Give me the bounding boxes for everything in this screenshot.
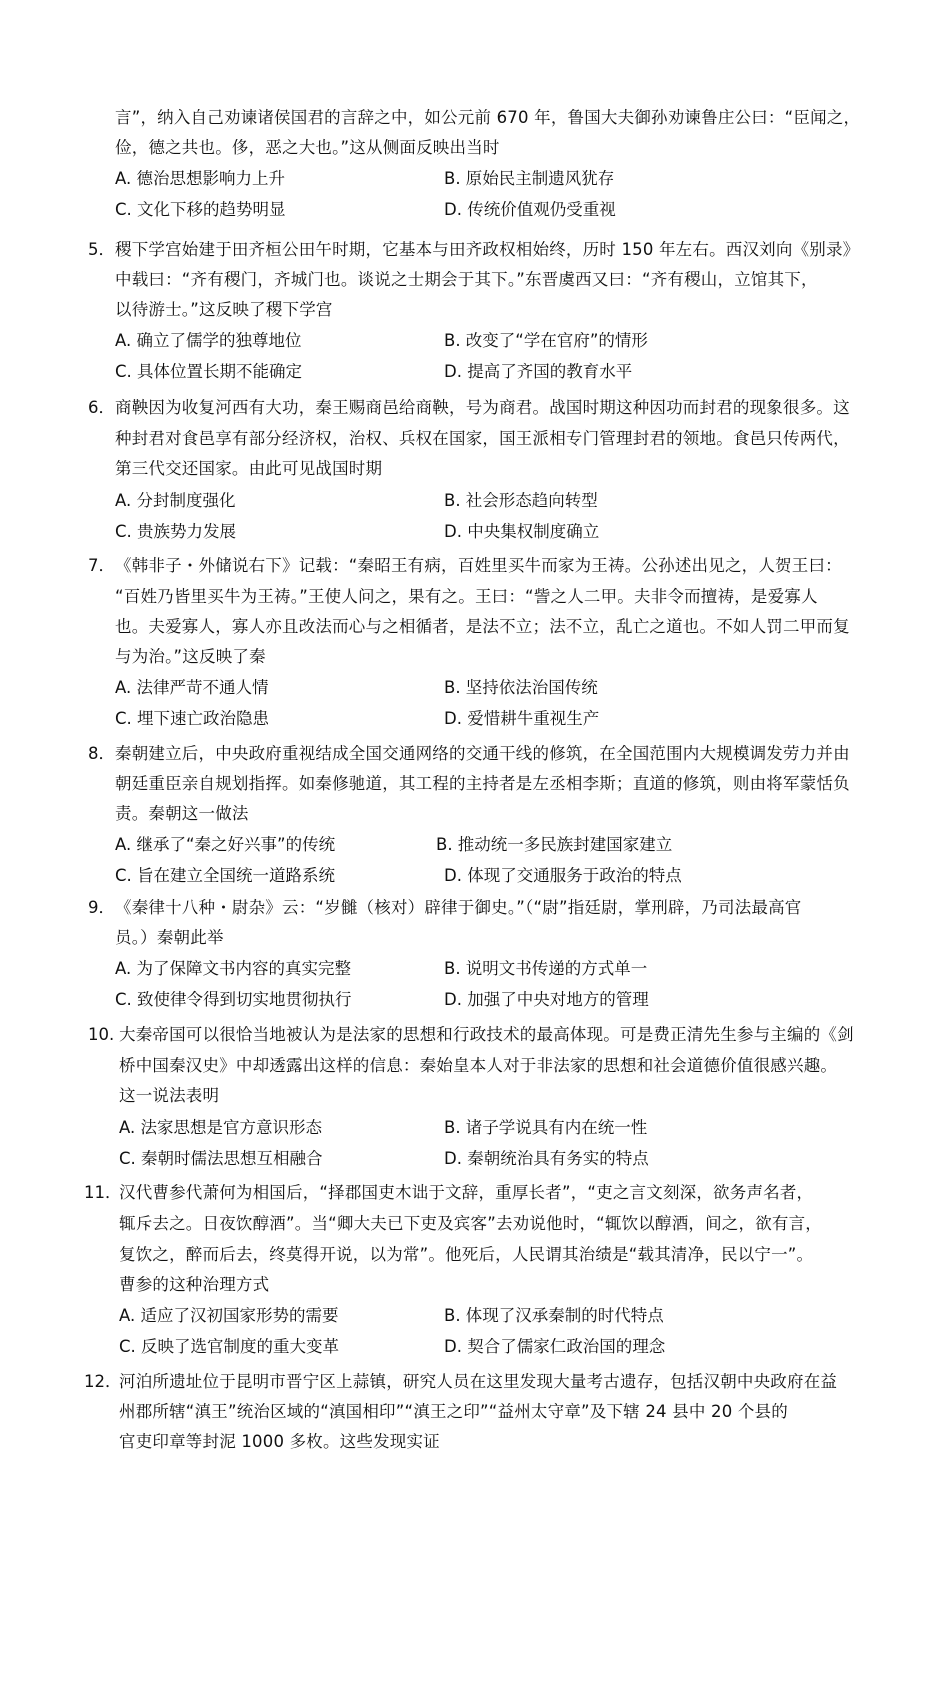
- option-a: A. 继承了“秦之好兴事”的传统: [115, 835, 336, 854]
- question-line: 这一说法表明: [119, 1086, 220, 1105]
- question-number: 5．: [88, 240, 115, 259]
- question-line: 州郡所辖“滇王”统治区域的“滇国相印”“滇王之印”“益州太守章”及下辖 24 县中 20 个县的: [119, 1402, 788, 1421]
- option-c: C. 埋下速亡政治隐患: [115, 709, 270, 728]
- question-line: 种封君对食邑享有部分经济权，治权、兵权在国家，国王派相专门管理封君的领地。食邑只传两代，: [115, 429, 850, 448]
- question-line: 以待游士。”这反映了稷下学宫: [115, 300, 333, 319]
- question-line: 《秦律十八种・尉杂》云：“岁雠（核对）辟律于御史。”（“尉”指廷尉，掌刑辟，乃司法最高官: [115, 898, 802, 917]
- question-line: 复饮之，醉而后去，终莫得开说，以为常”。他死后，人民谓其治绩是“载其清净，民以宁一”。: [119, 1245, 814, 1264]
- intro-line-1: 言”，纳入自己劝谏诸侯国君的言辞之中，如公元前 670 年，鲁国大夫御孙劝谏鲁庄公曰：“臣闻之，: [115, 108, 861, 127]
- option-c: C. 具体位置长期不能确定: [115, 362, 303, 381]
- question-number: 11．: [84, 1183, 122, 1202]
- question-line: 汉代曹参代萧何为相国后，“择郡国吏木诎于文辞，重厚长者”，“吏之言文刻深，欲务声名者，: [119, 1183, 814, 1202]
- option-b: B. 改变了“学在官府”的情形: [444, 331, 648, 350]
- option-b: B. 坚持依法治国传统: [444, 678, 598, 697]
- question-line: 辄斥去之。日夜饮醇酒”。当“卿大夫已下吏及宾客”去劝说他时，“辄饮以醇酒，间之，欲有言，: [119, 1214, 822, 1233]
- intro-option-d: D. 传统价值观仍受重视: [444, 200, 616, 219]
- option-d: D. 爱惜耕牛重视生产: [444, 709, 600, 728]
- question-number: 12．: [84, 1372, 122, 1391]
- question-line: 第三代交还国家。由此可见战国时期: [115, 459, 383, 478]
- intro-option-a: A. 德治思想影响力上升: [115, 169, 285, 188]
- option-c: C. 致使律令得到切实地贯彻执行: [115, 990, 352, 1009]
- question-number: 7．: [88, 556, 115, 575]
- option-c: C. 旨在建立全国统一道路系统: [115, 866, 336, 885]
- question-line: “百姓乃皆里买牛为王祷。”王使人问之，果有之。王曰：“訾之人二甲。夫非令而擅祷，是爱寡人: [115, 587, 818, 606]
- option-d: D. 加强了中央对地方的管理: [444, 990, 649, 1009]
- option-a: A. 法律严苛不通人情: [115, 678, 269, 697]
- question-line: 责。秦朝这一做法: [115, 804, 249, 823]
- option-a: A. 分封制度强化: [115, 491, 236, 510]
- intro-option-c: C. 文化下移的趋势明显: [115, 200, 286, 219]
- option-b: B. 体现了汉承秦制的时代特点: [444, 1306, 664, 1325]
- intro-line-2: 俭，德之共也。侈，恶之大也。”这从侧面反映出当时: [115, 138, 500, 157]
- question-line: 与为治。”这反映了秦: [115, 647, 266, 666]
- question-line: 员。）秦朝此举: [115, 928, 224, 947]
- option-a: A. 适应了汉初国家形势的需要: [119, 1306, 339, 1325]
- option-a: A. 确立了儒学的独尊地位: [115, 331, 302, 350]
- intro-option-b: B. 原始民主制遗风犹存: [444, 169, 615, 188]
- option-b: B. 说明文书传递的方式单一: [444, 959, 648, 978]
- question-line: 大秦帝国可以很恰当地被认为是法家的思想和行政技术的最高体现。可是费正清先生参与主编的《剑: [119, 1025, 854, 1044]
- option-d: D. 提高了齐国的教育水平: [444, 362, 633, 381]
- question-line: 稷下学宫始建于田齐桓公田午时期，它基本与田齐政权相始终，历时 150 年左右。西汉刘向《别录》: [115, 240, 860, 259]
- question-line: 桥中国秦汉史》中却透露出这样的信息：秦始皇本人对于非法家的思想和社会道德价值很感兴趣。: [119, 1056, 838, 1075]
- question-line: 《韩非子・外储说右下》记载：“秦昭王有病，百姓里买牛而家为王祷。公孙述出见之，人贺王曰：: [115, 556, 842, 575]
- option-b: B. 社会形态趋向转型: [444, 491, 598, 510]
- question-number: 10.: [88, 1025, 115, 1044]
- option-b: B. 诸子学说具有内在统一性: [444, 1118, 648, 1137]
- question-line: 河泊所遗址位于昆明市晋宁区上蒜镇，研究人员在这里发现大量考古遗存，包括汉朝中央政府在益: [119, 1372, 838, 1391]
- option-d: D. 契合了儒家仁政治国的理念: [444, 1337, 666, 1356]
- option-d: D. 秦朝统治具有务实的特点: [444, 1149, 649, 1168]
- question-line: 曹参的这种治理方式: [119, 1275, 270, 1294]
- option-c: C. 反映了选官制度的重大变革: [119, 1337, 340, 1356]
- question-line: 朝廷重臣亲自规划指挥。如秦修驰道，其工程的主持者是左丞相李斯；直道的修筑，则由将军蒙恬负: [115, 774, 850, 793]
- option-a: A. 法家思想是官方意识形态: [119, 1118, 322, 1137]
- question-number: 8．: [88, 744, 115, 763]
- question-number: 9．: [88, 898, 115, 917]
- question-line: 中载曰：“齐有稷门，齐城门也。谈说之士期会于其下。”东晋虞西又曰：“齐有稷山，立馆其下，: [115, 270, 818, 289]
- option-c: C. 贵族势力发展: [115, 522, 237, 541]
- option-a: A. 为了保障文书内容的真实完整: [115, 959, 351, 978]
- option-d: D. 体现了交通服务于政治的特点: [444, 866, 682, 885]
- question-line: 官吏印章等封泥 1000 多枚。这些发现实证: [119, 1432, 440, 1451]
- question-line: 商鞅因为收复河西有大功，秦王赐商邑给商鞅，号为商君。战国时期这种因功而封君的现象很多。这: [115, 398, 850, 417]
- question-number: 6．: [88, 398, 115, 417]
- question-line: 秦朝建立后，中央政府重视结成全国交通网络的交通干线的修筑，在全国范围内大规模调发劳力并由: [115, 744, 850, 763]
- option-b: B. 推动统一多民族封建国家建立: [436, 835, 673, 854]
- question-line: 也。夫爱寡人，寡人亦且改法而心与之相循者，是法不立；法不立，乱亡之道也。不如人罚二甲而复: [115, 617, 850, 636]
- option-c: C. 秦朝时儒法思想互相融合: [119, 1149, 323, 1168]
- option-d: D. 中央集权制度确立: [444, 522, 600, 541]
